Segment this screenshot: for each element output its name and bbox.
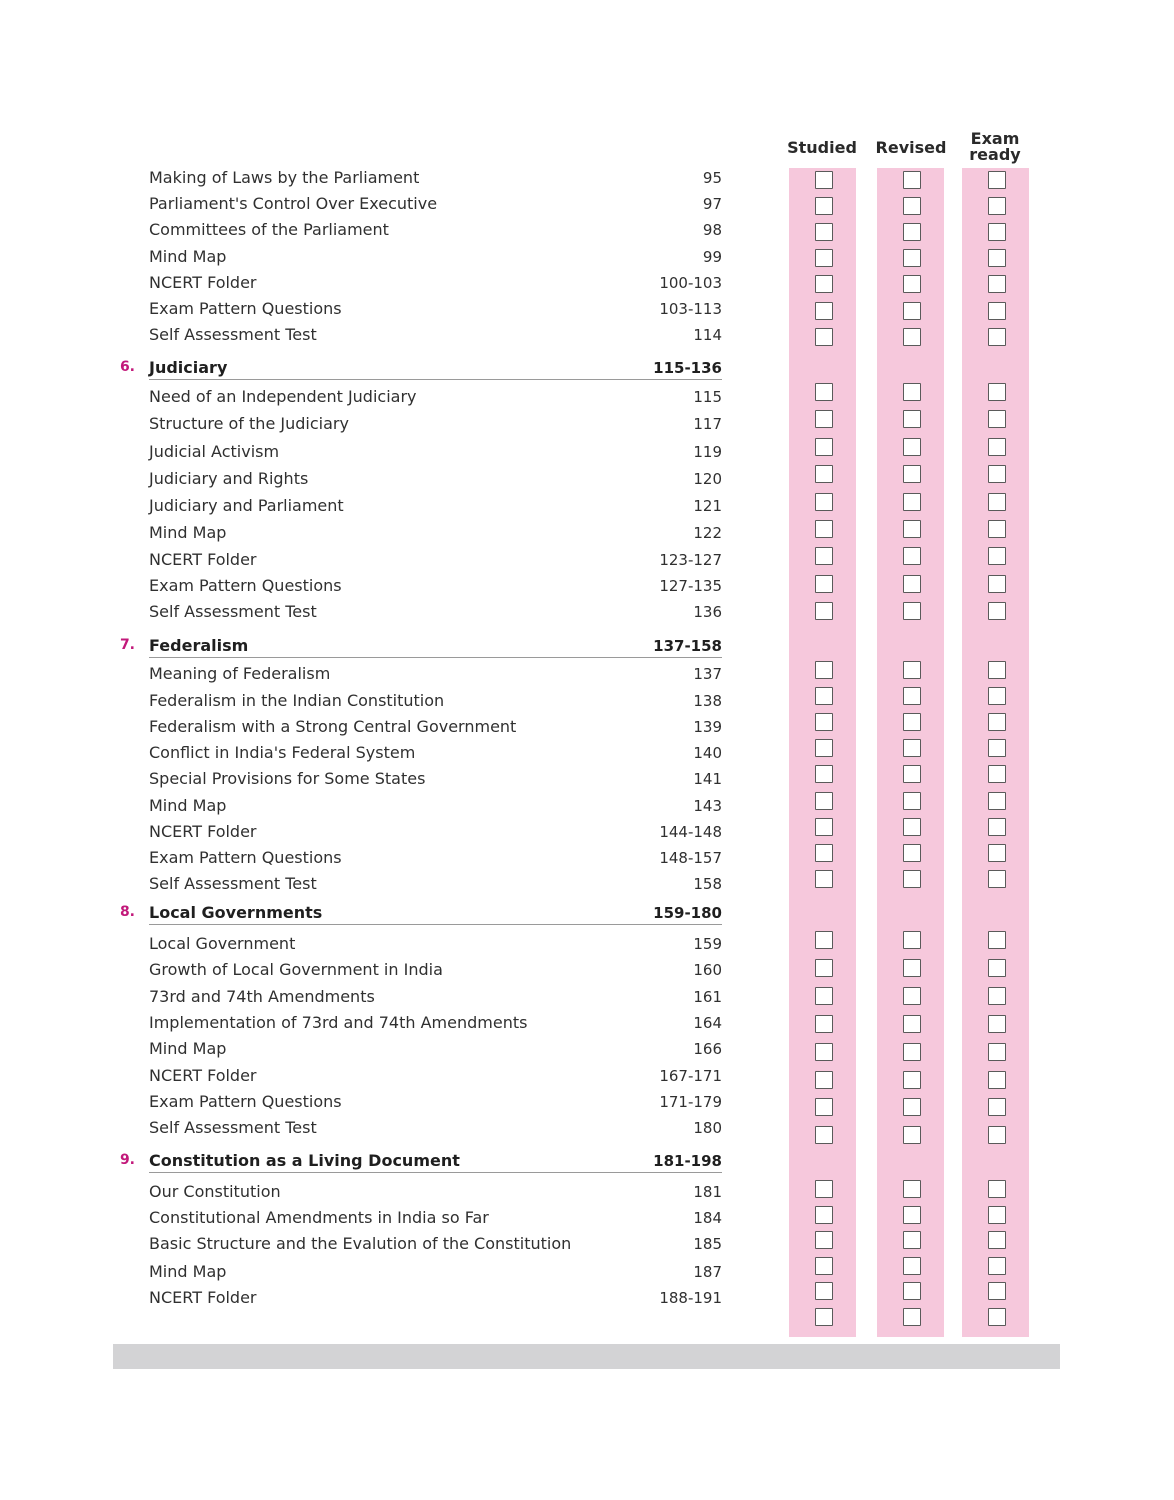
page-number: 119 [693, 443, 722, 461]
revised-checkbox[interactable] [903, 713, 921, 731]
exam-ready-checkbox[interactable] [988, 410, 1006, 428]
topic-title: Self Assessment Test [149, 874, 317, 893]
studied-checkbox[interactable] [815, 547, 833, 565]
exam-ready-checkbox[interactable] [988, 465, 1006, 483]
exam-ready-checkbox[interactable] [988, 383, 1006, 401]
topic-title: Self Assessment Test [149, 1118, 317, 1137]
studied-checkbox[interactable] [815, 818, 833, 836]
page-number: 115 [693, 388, 722, 406]
page-number: 141 [693, 770, 722, 788]
studied-checkbox[interactable] [815, 1071, 833, 1089]
revised-checkbox[interactable] [903, 844, 921, 862]
exam-ready-checkbox[interactable] [988, 1071, 1006, 1089]
exam-ready-checkbox[interactable] [988, 1015, 1006, 1033]
exam-ready-checkbox[interactable] [988, 223, 1006, 241]
page-number: 161 [693, 988, 722, 1006]
studied-checkbox[interactable] [815, 1282, 833, 1300]
revised-checkbox[interactable] [903, 171, 921, 189]
topic-title: Mind Map [149, 796, 227, 815]
page-number: 97 [702, 195, 722, 213]
revised-checkbox[interactable] [903, 465, 921, 483]
revised-checkbox[interactable] [903, 1206, 921, 1224]
topic-title: Judiciary and Rights [149, 469, 309, 488]
exam-ready-checkbox[interactable] [988, 171, 1006, 189]
page-number: 166 [693, 1040, 722, 1058]
topic-title: Our Constitution [149, 1182, 281, 1201]
studied-checkbox[interactable] [815, 870, 833, 888]
topic-title: Parliament's Control Over Executive [149, 194, 438, 213]
exam-ready-checkbox[interactable] [988, 792, 1006, 810]
topic-title: Growth of Local Government in India [149, 960, 443, 979]
exam-ready-checkbox[interactable] [988, 687, 1006, 705]
page-number: 127-135 [659, 577, 722, 595]
studied-checkbox[interactable] [815, 1308, 833, 1326]
revised-checkbox[interactable] [903, 493, 921, 511]
page-number: 121 [693, 497, 722, 515]
studied-checkbox[interactable] [815, 1098, 833, 1116]
studied-checkbox[interactable] [815, 739, 833, 757]
chapter-number: 6. [119, 359, 135, 375]
revised-checkbox[interactable] [903, 249, 921, 267]
topic-title: Structure of the Judiciary [149, 414, 349, 433]
revised-checkbox[interactable] [903, 739, 921, 757]
page-number: 123-127 [659, 551, 722, 569]
page-number: 139 [693, 718, 722, 736]
studied-checkbox[interactable] [815, 171, 833, 189]
exam-ready-checkbox[interactable] [988, 1180, 1006, 1198]
topic-title: Need of an Independent Judiciary [149, 387, 417, 406]
page-number: 181 [693, 1183, 722, 1201]
topic-title: Committees of the Parliament [149, 220, 389, 239]
chapter-number: 7. [119, 637, 135, 653]
studied-checkbox[interactable] [815, 197, 833, 215]
studied-checkbox[interactable] [815, 1015, 833, 1033]
exam-ready-header-line1: Exam [970, 129, 1020, 148]
exam-ready-checkbox[interactable] [988, 1282, 1006, 1300]
exam-ready-checkbox[interactable] [988, 959, 1006, 977]
exam-ready-checkbox[interactable] [988, 1308, 1006, 1326]
studied-checkbox[interactable] [815, 713, 833, 731]
page-number: 136 [693, 603, 722, 621]
exam-ready-checkbox[interactable] [988, 575, 1006, 593]
page-number: 137-158 [653, 637, 722, 655]
page-number: 115-136 [653, 359, 722, 377]
studied-checkbox[interactable] [815, 275, 833, 293]
studied-checkbox[interactable] [815, 602, 833, 620]
exam-ready-checkbox[interactable] [988, 197, 1006, 215]
studied-checkbox[interactable] [815, 765, 833, 783]
topic-title: Implementation of 73rd and 74th Amendments [149, 1013, 528, 1032]
exam-ready-checkbox[interactable] [988, 661, 1006, 679]
topic-title: NCERT Folder [149, 1066, 257, 1085]
chapter-divider [149, 657, 722, 658]
studied-checkbox[interactable] [815, 1126, 833, 1144]
studied-checkbox[interactable] [815, 1180, 833, 1198]
revised-checkbox[interactable] [903, 1308, 921, 1326]
page-number: 114 [693, 326, 722, 344]
topic-title: Federalism with a Strong Central Government [149, 717, 517, 736]
chapter-title: Constitution as a Living Document [149, 1151, 460, 1170]
page-number: 160 [693, 961, 722, 979]
exam-ready-checkbox[interactable] [988, 1098, 1006, 1116]
topic-title: Self Assessment Test [149, 602, 317, 621]
revised-checkbox[interactable] [903, 1015, 921, 1033]
page-number: 99 [702, 248, 722, 266]
chapter-title: Federalism [149, 636, 249, 655]
revised-checkbox[interactable] [903, 302, 921, 320]
page-number: 122 [693, 524, 722, 542]
exam-ready-checkbox[interactable] [988, 438, 1006, 456]
page-number: 100-103 [659, 274, 722, 292]
revised-checkbox[interactable] [903, 687, 921, 705]
studied-checkbox[interactable] [815, 987, 833, 1005]
revised-checkbox[interactable] [903, 383, 921, 401]
studied-checkbox[interactable] [815, 1257, 833, 1275]
exam-ready-checkbox[interactable] [988, 1043, 1006, 1061]
topic-title: Local Government [149, 934, 296, 953]
exam-ready-checkbox[interactable] [988, 520, 1006, 538]
studied-checkbox[interactable] [815, 493, 833, 511]
revised-checkbox[interactable] [903, 438, 921, 456]
chapter-row [0, 358, 1174, 380]
topic-title: Making of Laws by the Parliament [149, 168, 420, 187]
revised-checkbox[interactable] [903, 328, 921, 346]
chapter-number: 8. [119, 904, 135, 920]
page-number: 95 [702, 169, 722, 187]
studied-checkbox[interactable] [815, 844, 833, 862]
footer-bar [113, 1344, 1060, 1369]
exam-ready-checkbox[interactable] [988, 1206, 1006, 1224]
revised-checkbox[interactable] [903, 870, 921, 888]
revised-checkbox[interactable] [903, 602, 921, 620]
studied-checkbox[interactable] [815, 792, 833, 810]
revised-checkbox[interactable] [903, 410, 921, 428]
topic-title: Exam Pattern Questions [149, 299, 342, 318]
chapter-divider [149, 924, 722, 925]
page-number: 181-198 [653, 1152, 722, 1170]
page-number: 103-113 [659, 300, 722, 318]
topic-title: NCERT Folder [149, 1288, 257, 1307]
page-number: 184 [693, 1209, 722, 1227]
page-number: 171-179 [659, 1093, 722, 1111]
topic-title: Basic Structure and the Evalution of the Constitution [149, 1234, 572, 1253]
studied-checkbox[interactable] [815, 302, 833, 320]
revised-checkbox[interactable] [903, 1043, 921, 1061]
exam-ready-checkbox[interactable] [988, 713, 1006, 731]
page-number: 117 [693, 415, 722, 433]
revised-checkbox[interactable] [903, 765, 921, 783]
studied-checkbox[interactable] [815, 438, 833, 456]
topic-title: Federalism in the Indian Constitution [149, 691, 445, 710]
topic-title: Exam Pattern Questions [149, 848, 342, 867]
studied-column-header: Studied [787, 138, 857, 157]
exam-ready-checkbox[interactable] [988, 1257, 1006, 1275]
topic-title: Mind Map [149, 1262, 227, 1281]
page-number: 140 [693, 744, 722, 762]
studied-checkbox[interactable] [815, 223, 833, 241]
revised-checkbox[interactable] [903, 275, 921, 293]
revised-checkbox[interactable] [903, 197, 921, 215]
topic-title: Exam Pattern Questions [149, 576, 342, 595]
exam-ready-checkbox[interactable] [988, 765, 1006, 783]
studied-checkbox[interactable] [815, 383, 833, 401]
studied-checkbox[interactable] [815, 1231, 833, 1249]
exam-ready-checkbox[interactable] [988, 987, 1006, 1005]
exam-ready-checkbox[interactable] [988, 739, 1006, 757]
revised-checkbox[interactable] [903, 987, 921, 1005]
studied-checkbox[interactable] [815, 687, 833, 705]
topic-title: Judiciary and Parliament [149, 496, 344, 515]
chapter-title: Local Governments [149, 903, 323, 922]
revised-checkbox[interactable] [903, 1257, 921, 1275]
topic-title: NCERT Folder [149, 822, 257, 841]
revised-checkbox[interactable] [903, 575, 921, 593]
topic-title: NCERT Folder [149, 273, 257, 292]
revised-checkbox[interactable] [903, 1282, 921, 1300]
page-number: 185 [693, 1235, 722, 1253]
chapter-divider [149, 379, 722, 380]
exam-ready-column-header [955, 131, 1035, 163]
topic-title: Self Assessment Test [149, 325, 317, 344]
revised-checkbox[interactable] [903, 223, 921, 241]
studied-checkbox[interactable] [815, 931, 833, 949]
chapter-number: 9. [119, 1152, 135, 1168]
page-number: 159-180 [653, 904, 722, 922]
chapter-row [0, 636, 1174, 658]
studied-checkbox[interactable] [815, 249, 833, 267]
exam-ready-checkbox[interactable] [988, 1231, 1006, 1249]
page-number: 180 [693, 1119, 722, 1137]
revised-checkbox[interactable] [903, 931, 921, 949]
revised-checkbox[interactable] [903, 1231, 921, 1249]
exam-ready-checkbox[interactable] [988, 1126, 1006, 1144]
page-number: 167-171 [659, 1067, 722, 1085]
studied-checkbox[interactable] [815, 661, 833, 679]
topic-title: Mind Map [149, 523, 227, 542]
page-number: 143 [693, 797, 722, 815]
exam-ready-checkbox[interactable] [988, 547, 1006, 565]
topic-title: 73rd and 74th Amendments [149, 987, 375, 1006]
revised-checkbox[interactable] [903, 792, 921, 810]
studied-checkbox[interactable] [815, 959, 833, 977]
page-number: 137 [693, 665, 722, 683]
page-number: 187 [693, 1263, 722, 1281]
chapter-row [0, 1151, 1174, 1173]
studied-checkbox[interactable] [815, 1043, 833, 1061]
revised-checkbox[interactable] [903, 818, 921, 836]
topic-title: Exam Pattern Questions [149, 1092, 342, 1111]
studied-checkbox[interactable] [815, 410, 833, 428]
exam-ready-checkbox[interactable] [988, 818, 1006, 836]
chapter-title: Judiciary [149, 358, 228, 377]
topic-title: Constitutional Amendments in India so Far [149, 1208, 489, 1227]
revised-checkbox[interactable] [903, 661, 921, 679]
exam-ready-checkbox[interactable] [988, 249, 1006, 267]
exam-ready-header-line2: ready [969, 145, 1021, 164]
exam-ready-checkbox[interactable] [988, 302, 1006, 320]
revised-checkbox[interactable] [903, 520, 921, 538]
studied-checkbox[interactable] [815, 328, 833, 346]
exam-ready-checkbox[interactable] [988, 275, 1006, 293]
exam-ready-checkbox[interactable] [988, 493, 1006, 511]
topic-title: Judicial Activism [149, 442, 280, 461]
page-number: 98 [702, 221, 722, 239]
topic-title: Special Provisions for Some States [149, 769, 426, 788]
exam-ready-checkbox[interactable] [988, 602, 1006, 620]
exam-ready-checkbox[interactable] [988, 328, 1006, 346]
page-number: 159 [693, 935, 722, 953]
page-number: 138 [693, 692, 722, 710]
revised-checkbox[interactable] [903, 1098, 921, 1116]
page-number: 188-191 [659, 1289, 722, 1307]
studied-checkbox[interactable] [815, 1206, 833, 1224]
revised-checkbox[interactable] [903, 1071, 921, 1089]
topic-title: Meaning of Federalism [149, 664, 331, 683]
studied-checkbox[interactable] [815, 465, 833, 483]
chapter-row [0, 903, 1174, 925]
page-number: 148-157 [659, 849, 722, 867]
revised-checkbox[interactable] [903, 1180, 921, 1198]
revised-checkbox[interactable] [903, 1126, 921, 1144]
topic-title: Mind Map [149, 247, 227, 266]
topic-title: NCERT Folder [149, 550, 257, 569]
page-number: 144-148 [659, 823, 722, 841]
page-number: 164 [693, 1014, 722, 1032]
exam-ready-checkbox[interactable] [988, 931, 1006, 949]
page-number: 158 [693, 875, 722, 893]
exam-ready-checkbox[interactable] [988, 844, 1006, 862]
revised-checkbox[interactable] [903, 959, 921, 977]
studied-checkbox[interactable] [815, 520, 833, 538]
topic-title: Mind Map [149, 1039, 227, 1058]
topic-title: Conflict in India's Federal System [149, 743, 416, 762]
studied-checkbox[interactable] [815, 575, 833, 593]
exam-ready-checkbox[interactable] [988, 870, 1006, 888]
chapter-divider [149, 1172, 722, 1173]
revised-checkbox[interactable] [903, 547, 921, 565]
revised-column-header: Revised [875, 138, 947, 157]
page-number: 120 [693, 470, 722, 488]
